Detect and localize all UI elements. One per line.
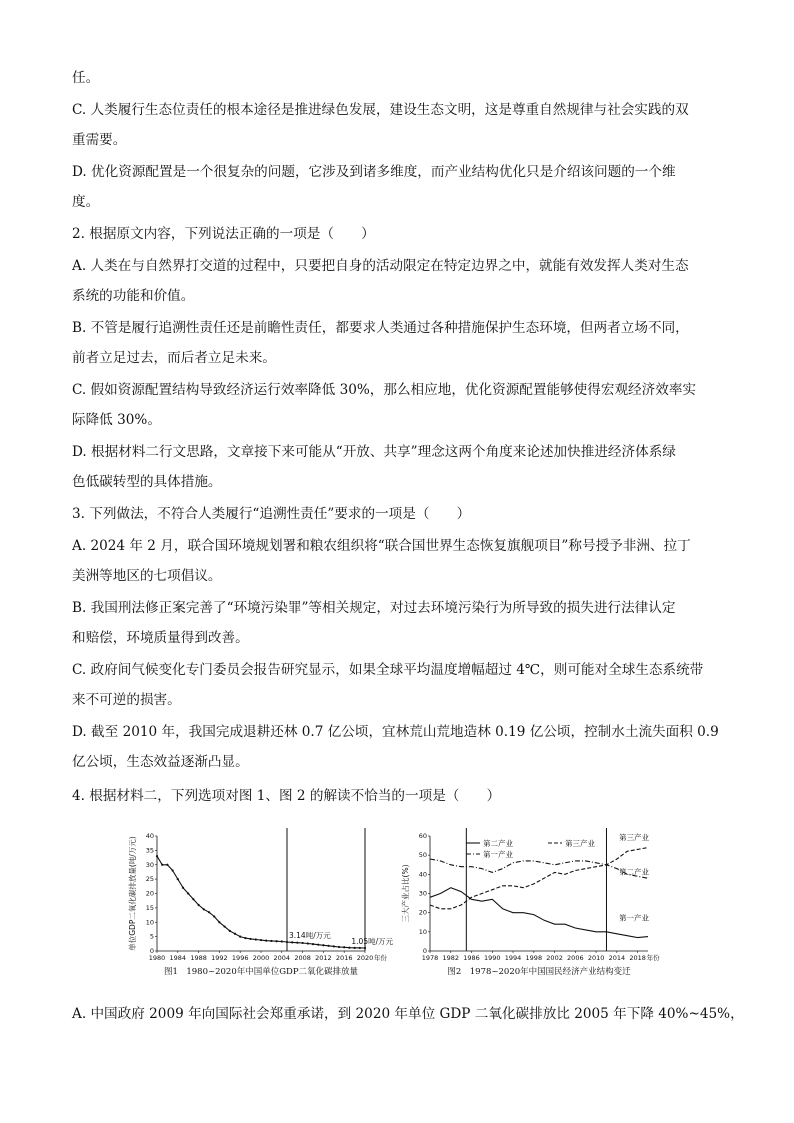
data-point: [239, 936, 241, 938]
data-point: [296, 942, 298, 944]
data-point: [187, 892, 189, 894]
text-line: 际降低 30%。: [72, 412, 161, 428]
x-tick-label: 2000: [252, 954, 270, 962]
series-line-0: [157, 856, 365, 948]
annotation-label: 1.05吨/万元: [351, 936, 394, 946]
x-tick-label: 1978: [421, 954, 439, 962]
data-point: [322, 944, 324, 946]
y-tick-label: 5: [149, 932, 154, 941]
text-line: B. 不管是履行追溯性责任还是前瞻性责任，都要求人类通过各种措施保护生态环境，但两者立场不同，: [72, 320, 689, 336]
text-line: 美洲等地区的七项倡议。: [72, 568, 222, 584]
text-line: 2. 根据原文内容，下列说法正确的一项是（ ）: [72, 226, 375, 242]
y-tick-label: 35: [145, 846, 154, 855]
data-point: [348, 947, 350, 949]
y-tick-label: 30: [418, 889, 427, 898]
x-tick-label: 1984: [169, 954, 187, 962]
data-point: [250, 938, 252, 940]
y-tick-label: 50: [418, 851, 427, 860]
y-tick-label: 0: [149, 947, 154, 955]
data-point: [312, 943, 314, 945]
data-point: [192, 898, 194, 900]
text-line: 4. 根据材料二，下列选项对图 1、图 2 的解读不恰当的一项是（ ）: [72, 788, 501, 804]
text-line: B. 我国刑法修正案完善了“环境污染罪”等相关规定，对过去环境污染行为所导致的损失进行法律认定: [72, 600, 676, 616]
data-point: [302, 942, 304, 944]
text-line: 任。: [72, 70, 100, 86]
y-tick-label: 40: [418, 870, 427, 879]
data-point: [156, 855, 158, 857]
data-point: [166, 864, 168, 866]
text-line: 系统的功能和价值。: [72, 288, 195, 304]
y-tick-label: 40: [145, 832, 154, 840]
y-tick-label: 20: [418, 908, 427, 917]
x-tick-label: 2010: [587, 954, 605, 962]
y-tick-label: 10: [418, 927, 427, 936]
series-end-label: 第三产业: [619, 832, 649, 842]
data-point: [255, 938, 257, 940]
annotation-label: 3.14吨/万元: [289, 930, 331, 940]
data-point: [208, 911, 210, 913]
figure-caption: 图1 1980~2020年中国单位GDP二氧化碳排放量: [163, 967, 359, 977]
text-line: C. 人类履行生态位责任的根本途径是推进绿色发展，建设生态文明，这是尊重自然规律与社会实践的双: [72, 102, 689, 118]
series-line-0: [430, 888, 648, 938]
x-tick-label: 1996: [231, 954, 249, 962]
legend-label: 第三产业: [565, 839, 595, 848]
text-line: 重需要。: [72, 132, 127, 148]
data-point: [198, 904, 200, 906]
text-line: 亿公顷，生态效益逐渐凸显。: [72, 754, 249, 770]
data-point: [270, 940, 272, 942]
series-line-1: [430, 848, 648, 909]
text-line: C. 假如资源配置结构导致经济运行效率降低 30%，那么相应地，优化资源配置能够使得宏观经济效率实: [72, 382, 697, 398]
x-tick-label: 1994: [504, 954, 522, 962]
data-point: [307, 942, 309, 944]
x-tick-label: 2020: [356, 954, 374, 962]
text-line: 色低碳转型的具体措施。: [72, 474, 222, 490]
x-tick-label: 1998: [525, 954, 543, 962]
y-tick-label: 0: [422, 947, 427, 955]
x-tick-label: 1982: [442, 954, 460, 962]
y-tick-label: 60: [418, 832, 427, 840]
y-axis-label: 单位GDP二氧化碳排放量(吨/万元): [128, 836, 137, 951]
x-tick-label: 1988: [190, 954, 207, 962]
legend-label: 第一产业: [483, 850, 513, 859]
x-axis-unit: 年份: [646, 954, 660, 962]
data-point: [182, 887, 184, 889]
data-point: [244, 937, 246, 939]
x-tick-label: 2004: [273, 954, 291, 962]
x-tick-label: 2016: [335, 954, 353, 962]
y-axis-label: 三大产业占比(%): [401, 864, 410, 923]
text-line: C. 政府间气候变化专门委员会报告研究显示，如果全球平均温度增幅超过 4℃，则可能对全球生态系统带: [72, 662, 704, 678]
data-point: [218, 921, 220, 923]
text-line: A. 2024 年 2 月，联合国环境规划署和粮农组织将“联合国世界生态恢复旗舰项目”称号授予非洲、拉丁: [72, 538, 691, 554]
figure-1: [125, 826, 400, 986]
data-point: [224, 925, 226, 927]
data-point: [161, 864, 163, 866]
data-point: [234, 933, 236, 935]
legend-label: 第二产业: [483, 839, 513, 848]
text-line: 和赔偿，环境质量得到改善。: [72, 630, 249, 646]
data-point: [229, 930, 231, 932]
series-end-label: 第二产业: [619, 867, 649, 877]
data-point: [317, 944, 319, 946]
data-point: [328, 945, 330, 947]
data-point: [276, 940, 278, 942]
figure-caption: 图2 1978~2020年中国国民经济产业结构变迁: [447, 967, 631, 977]
x-tick-label: 1980: [148, 954, 166, 962]
data-point: [338, 946, 340, 948]
figure-2: [401, 826, 683, 986]
data-point: [359, 947, 361, 949]
x-tick-label: 2012: [315, 954, 332, 962]
y-tick-label: 20: [145, 889, 154, 898]
data-point: [265, 940, 267, 942]
data-point: [364, 947, 366, 949]
x-tick-label: 2014: [608, 954, 626, 962]
x-tick-label: 2018: [629, 954, 646, 962]
x-tick-label: 1990: [484, 954, 501, 962]
data-point: [281, 940, 283, 942]
x-tick-label: 1992: [211, 954, 228, 962]
data-point: [343, 946, 345, 948]
series-line-2: [430, 859, 648, 878]
text-line: 前者立足过去，而后者立足未来。: [72, 350, 276, 366]
x-tick-label: 2006: [567, 954, 584, 962]
x-tick-label: 2002: [546, 954, 563, 962]
data-point: [260, 939, 262, 941]
x-tick-label: 1986: [463, 954, 480, 962]
data-point: [177, 878, 179, 880]
figure-1-chart: [125, 826, 400, 986]
y-tick-label: 30: [145, 860, 154, 869]
text-line: 来不可逆的损害。: [72, 692, 181, 708]
x-axis-unit: 年份: [374, 954, 387, 962]
data-point: [213, 915, 215, 917]
y-tick-label: 10: [145, 918, 154, 927]
text-line: 3. 下列做法，不符合人类履行“追溯性责任”要求的一项是（ ）: [72, 506, 471, 522]
figure-2-chart: [401, 826, 683, 986]
data-point: [354, 947, 356, 949]
text-line: D. 截至 2010 年，我国完成退耕还林 0.7 亿公顷，宜林荒山荒地造林 0.19 亿公顷，控制水土流失面积 0.9: [72, 724, 719, 740]
x-tick-label: 2008: [294, 954, 311, 962]
data-point: [333, 945, 335, 947]
text-line: D. 根据材料二行文思路，文章接下来可能从“开放、共享”理念这两个角度来论述加快推进经济体系绿: [72, 444, 676, 460]
data-point: [291, 941, 293, 943]
text-line: A. 中国政府 2009 年向国际社会郑重承诺，到 2020 年单位 GDP 二氧化碳排放比 2005 年下降 40%~45%，: [72, 1006, 744, 1022]
y-tick-label: 25: [145, 875, 154, 884]
text-line: 度。: [72, 194, 100, 210]
y-tick-label: 15: [145, 903, 154, 912]
data-point: [286, 941, 288, 943]
series-end-label: 第一产业: [619, 913, 649, 923]
text-line: A. 人类在与自然界打交道的过程中，只要把自身的活动限定在特定边界之中，就能有效发挥人类对生态: [72, 258, 689, 274]
data-point: [203, 908, 205, 910]
data-point: [172, 869, 174, 871]
text-line: D. 优化资源配置是一个很复杂的问题，它涉及到诸多维度，而产业结构优化只是介绍该问题的一个维: [72, 164, 676, 180]
